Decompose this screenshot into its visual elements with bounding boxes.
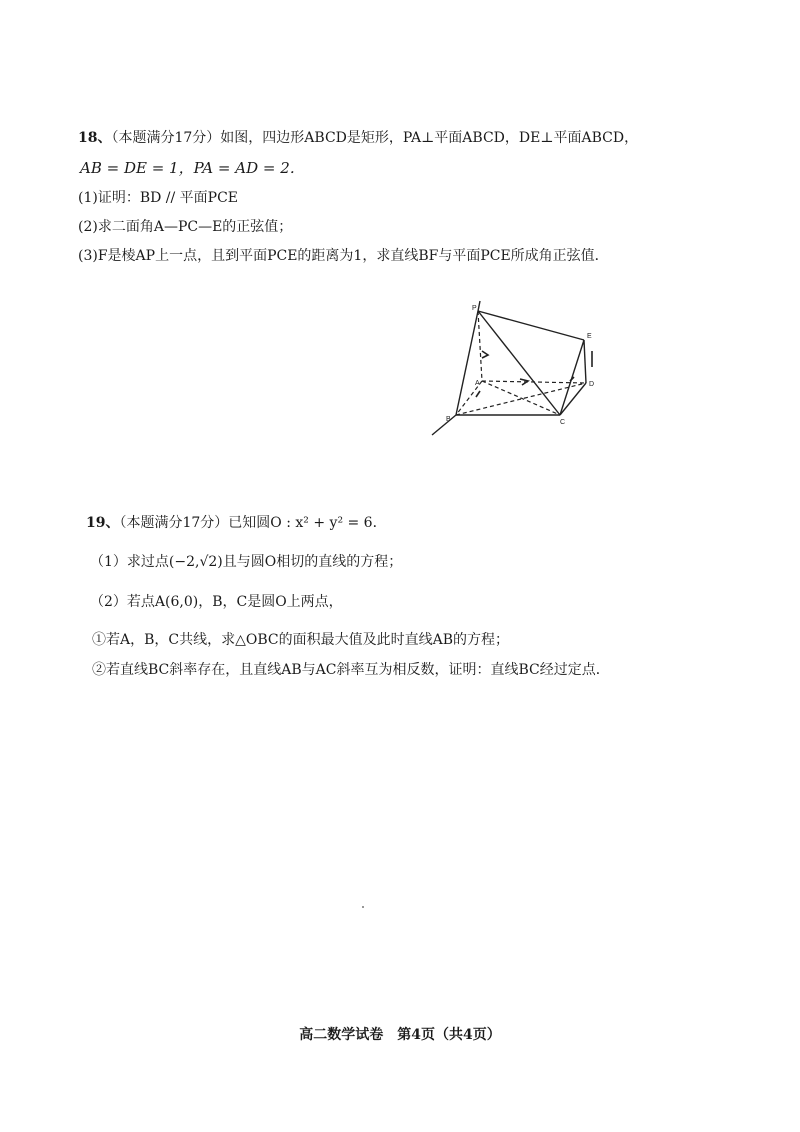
edge-PA — [478, 311, 482, 381]
q19-number: 19、 — [86, 515, 120, 531]
q19-sub2: ②若直线BC斜率存在，且直线AB与AC斜率互为相反数，证明：直线BC经过定点． — [92, 662, 610, 678]
label-C: C — [560, 419, 566, 426]
q18-header-line — [78, 128, 638, 148]
top-extension-line — [478, 301, 480, 311]
hand-mark-3 — [476, 391, 480, 397]
label-D: D — [589, 381, 595, 388]
edge-CD — [560, 383, 586, 415]
extension-line — [432, 415, 456, 435]
q18-part1: (1)证明：BD // 平面PCE — [78, 190, 239, 206]
label-P: P — [472, 305, 477, 312]
edge-ED — [584, 340, 586, 383]
label-B: B — [446, 416, 451, 423]
page-footer: 高二数学试卷 第4页（共4页） — [299, 1027, 501, 1043]
edge-PE — [478, 311, 584, 340]
edge-PB — [456, 311, 478, 415]
q18-number: 18、 — [78, 130, 112, 146]
label-E: E — [587, 333, 592, 340]
edge-AC — [482, 381, 560, 415]
edge-EC — [560, 340, 584, 415]
q19-header-line — [86, 513, 387, 533]
q19-part1: （1）求过点(−2,√2)且与圆O相切的直线的方程； — [90, 554, 403, 570]
q19-header: （本题满分17分）已知圆O : x² + y² = 6． — [119, 515, 387, 531]
edge-BD — [456, 383, 586, 415]
q18-part2: (2)求二面角A—PC—E的正弦值； — [78, 219, 293, 235]
q18-part3: (3)F是棱AP上一点，且到平面PCE的距离为1，求直线BF与平面PCE所成角正弦值． — [78, 248, 609, 264]
scan-speck — [362, 906, 364, 908]
label-A: A — [475, 380, 480, 387]
hand-mark-1 — [482, 351, 488, 358]
solid-geometry-figure — [420, 295, 620, 445]
q18-given: AB = DE = 1，PA = AD = 2． — [80, 159, 305, 177]
q18-header: （本题满分17分）如图，四边形ABCD是矩形，PA⊥平面ABCD，DE⊥平面ABCD， — [111, 130, 639, 146]
q19-part2: （2）若点A(6,0)，B，C是圆O上两点， — [90, 594, 343, 610]
q19-sub1: ①若A，B，C共线，求△OBC的面积最大值及此时直线AB的方程； — [92, 632, 510, 648]
